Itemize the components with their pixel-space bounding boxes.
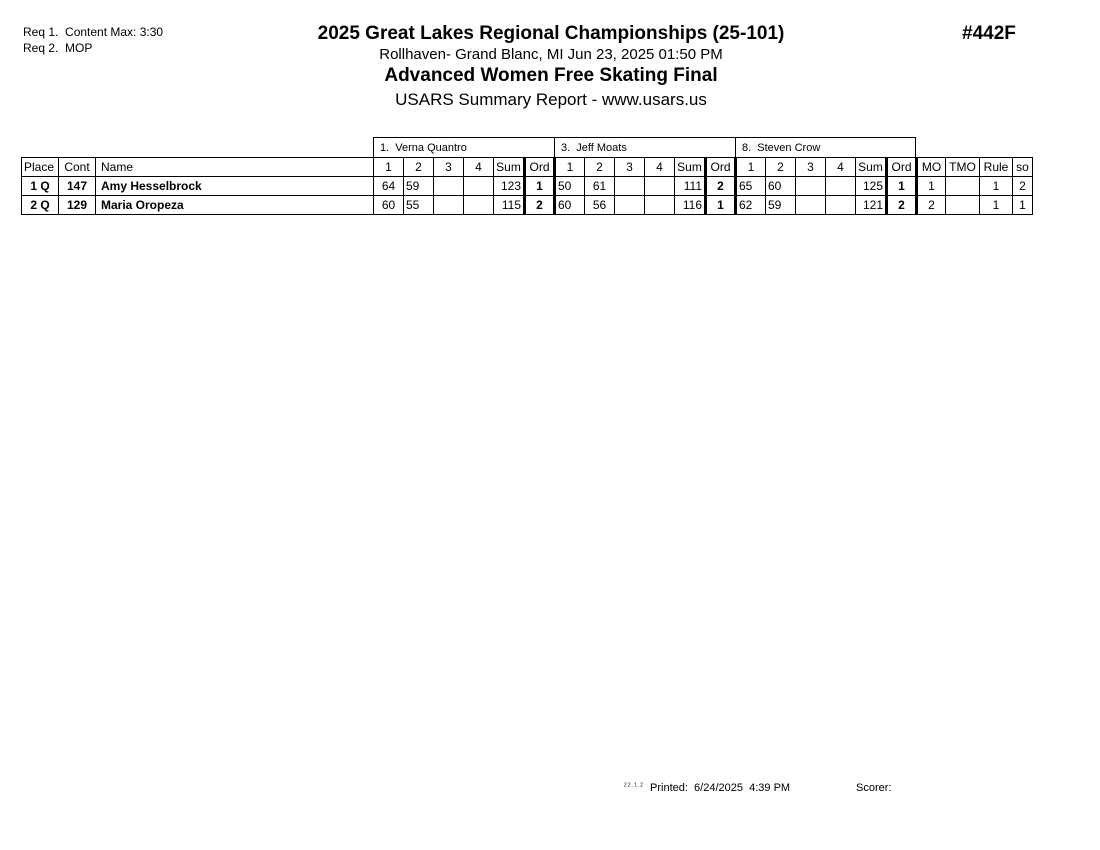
tmo-cell: [946, 177, 980, 196]
requirement-1: Req 1. Content Max: 3:30: [23, 25, 164, 39]
sum-cell: 125: [856, 177, 887, 196]
location-line: Rollhaven- Grand Blanc, MI Jun 23, 2025 01:50 PM: [379, 46, 723, 63]
score-cell: 60: [766, 177, 796, 196]
sum-cell: 111: [675, 177, 706, 196]
ord-cell: 1: [706, 196, 736, 215]
col-j2-ord: Ord: [706, 158, 736, 177]
col-so: so: [1013, 158, 1033, 177]
header-row: [22, 158, 1033, 177]
rule-cell: 1: [980, 177, 1013, 196]
score-cell: 55: [404, 196, 434, 215]
judge-header-3: 8. Steven Crow: [735, 137, 916, 157]
col-j3-3: 3: [796, 158, 826, 177]
score-cell: [826, 177, 856, 196]
col-j2-1: 1: [555, 158, 585, 177]
col-j2-sum: Sum: [675, 158, 706, 177]
score-cell: 60: [374, 196, 404, 215]
score-cell: 59: [766, 196, 796, 215]
score-cell: [434, 177, 464, 196]
col-j1-4: 4: [464, 158, 494, 177]
col-mo: MO: [917, 158, 946, 177]
place-cell: 1 Q: [22, 177, 59, 196]
results-table: [21, 157, 1033, 215]
score-cell: 56: [585, 196, 615, 215]
name-cell: Amy Hesselbrock: [96, 177, 374, 196]
score-cell: [615, 177, 645, 196]
score-cell: [645, 196, 675, 215]
version-label: 22.1.2: [624, 782, 644, 789]
col-j2-3: 3: [615, 158, 645, 177]
col-j1-3: 3: [434, 158, 464, 177]
score-cell: 50: [555, 177, 585, 196]
ord-cell: 2: [887, 196, 917, 215]
col-j3-sum: Sum: [856, 158, 887, 177]
sum-cell: 116: [675, 196, 706, 215]
sum-cell: 115: [494, 196, 525, 215]
table-row: [22, 177, 1033, 196]
scorer-label: Scorer:: [856, 782, 892, 794]
col-j3-4: 4: [826, 158, 856, 177]
so-cell: 2: [1013, 177, 1033, 196]
printed-timestamp: Printed: 6/24/2025 4:39 PM: [650, 782, 791, 794]
col-cont: Cont: [59, 158, 96, 177]
col-name: Name: [96, 158, 374, 177]
score-cell: [796, 177, 826, 196]
ord-cell: 2: [525, 196, 555, 215]
score-cell: 62: [736, 196, 766, 215]
score-cell: 60: [555, 196, 585, 215]
name-cell: Maria Oropeza: [96, 196, 374, 215]
place-cell: 2 Q: [22, 196, 59, 215]
score-cell: 64: [374, 177, 404, 196]
col-j3-ord: Ord: [887, 158, 917, 177]
score-cell: [464, 177, 494, 196]
sum-cell: 121: [856, 196, 887, 215]
col-j1-1: 1: [374, 158, 404, 177]
tmo-cell: [946, 196, 980, 215]
ord-cell: 2: [706, 177, 736, 196]
table-row: [22, 196, 1033, 215]
printed-footer: [624, 782, 790, 794]
ord-cell: 1: [887, 177, 917, 196]
cont-cell: 147: [59, 177, 96, 196]
ord-cell: 1: [525, 177, 555, 196]
score-cell: 65: [736, 177, 766, 196]
event-title: 2025 Great Lakes Regional Championships (25-101): [317, 23, 785, 44]
sum-cell: 123: [494, 177, 525, 196]
col-j1-ord: Ord: [525, 158, 555, 177]
score-cell: 59: [404, 177, 434, 196]
requirement-2: Req 2. MOP: [23, 41, 93, 55]
rule-cell: 1: [980, 196, 1013, 215]
col-j2-4: 4: [645, 158, 675, 177]
score-cell: [464, 196, 494, 215]
mo-cell: 2: [917, 196, 946, 215]
event-code: #442F: [962, 23, 1016, 44]
score-cell: [615, 196, 645, 215]
col-j3-1: 1: [736, 158, 766, 177]
col-place: Place: [22, 158, 59, 177]
col-rule: Rule: [980, 158, 1013, 177]
col-j2-2: 2: [585, 158, 615, 177]
report-title: USARS Summary Report - www.usars.us: [395, 90, 707, 109]
division-title: Advanced Women Free Skating Final: [384, 65, 718, 86]
judge-header-2: 3. Jeff Moats: [554, 137, 736, 157]
col-tmo: TMO: [946, 158, 980, 177]
so-cell: 1: [1013, 196, 1033, 215]
col-j1-sum: Sum: [494, 158, 525, 177]
score-cell: [826, 196, 856, 215]
score-cell: [796, 196, 826, 215]
col-j3-2: 2: [766, 158, 796, 177]
score-cell: [645, 177, 675, 196]
col-j1-2: 2: [404, 158, 434, 177]
judge-header-1: 1. Verna Quantro: [373, 137, 555, 157]
score-cell: 61: [585, 177, 615, 196]
cont-cell: 129: [59, 196, 96, 215]
mo-cell: 1: [917, 177, 946, 196]
score-cell: [434, 196, 464, 215]
